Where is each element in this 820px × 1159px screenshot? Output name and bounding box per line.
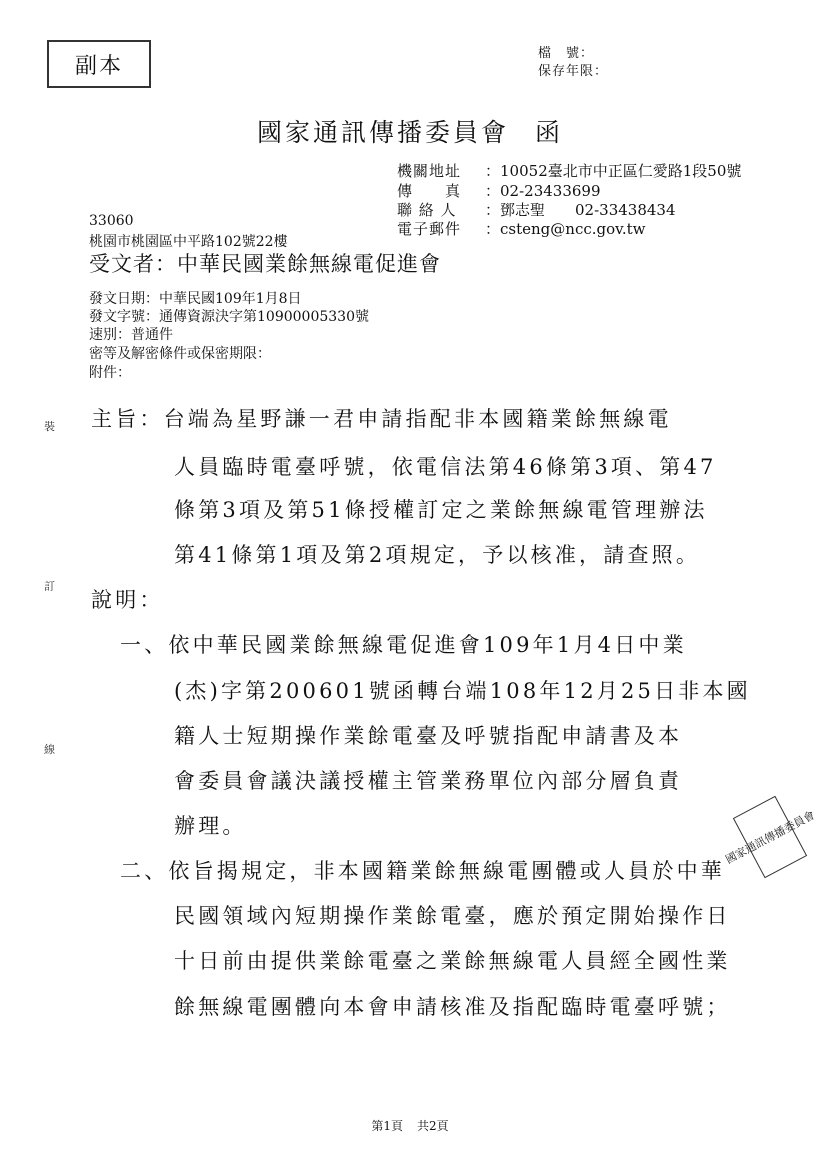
agency-name: 國家通訊傳播委員會	[256, 118, 509, 147]
body-line: 主旨：台端為星野謙一君申請指配非本國籍業餘無線電	[91, 407, 672, 431]
body-line: 餘無線電團體向本會申請核准及指配臨時電臺呼號；	[174, 995, 731, 1019]
agency-email: 電子郵件 ：csteng@ncc.gov.tw	[397, 220, 646, 238]
postal-code: 33060	[89, 213, 134, 229]
body-line: 籍人士短期操作業餘電臺及呼號指配申請書及本	[174, 724, 683, 748]
body-line: 說明：	[91, 588, 164, 612]
doc-type: 函	[535, 118, 564, 147]
stamp-text: 國家通訊傳播委員會	[723, 808, 817, 866]
body-line: 十日前由提供業餘電臺之業餘無線電人員經全國性業	[174, 949, 731, 973]
page-number: 第1頁	[371, 1119, 403, 1133]
body-line: 人員臨時電臺呼號，依電信法第46條第3項、第47	[174, 455, 717, 479]
recipient: 受文者：中華民國業餘無線電促進會	[89, 252, 441, 276]
page-footer	[0, 1117, 820, 1134]
meta-attachment: 附件：	[89, 365, 131, 381]
email-value: csteng@ncc.gov.tw	[500, 220, 646, 238]
body-line: 第41條第1項及第2項規定，予以核准，請查照。	[174, 543, 701, 567]
retention-label: 保存年限：	[538, 64, 609, 79]
binding-mark-xian: 線	[44, 743, 55, 756]
address-label: 機關地址	[397, 162, 462, 180]
page-total: 共2頁	[417, 1119, 449, 1133]
body-line: 一、依中華民國業餘無線電促進會109年1月4日中業	[120, 633, 687, 657]
agency-contact: 聯 絡 人 ：鄧志聖 02-33438434	[397, 201, 676, 219]
body-line: 條第3項及第51條授權訂定之業餘無線電管理辦法	[174, 498, 708, 522]
binding-mark-ding: 訂	[44, 580, 55, 593]
meta-speed: 速別：普通件	[89, 327, 173, 343]
copy-label: 副本	[74, 53, 123, 79]
address-value: 10052臺北市中正區仁愛路1段50號	[500, 162, 742, 180]
body-line: 二、依旨揭規定，非本國籍業餘無線電團體或人員於中華	[120, 859, 725, 883]
meta-date: 發文日期：中華民國109年1月8日	[89, 291, 302, 307]
recipient-address: 桃園市桃園區中平路102號22樓	[89, 234, 288, 250]
meta-security: 密等及解密條件或保密期限：	[89, 346, 271, 362]
body-line: (杰)字第200601號函轉台端108年12月25日非本國	[174, 679, 751, 703]
contact-label: 聯 絡 人	[397, 201, 457, 219]
agency-fax: 傳 真 ：02-23433699	[397, 182, 601, 200]
file-number-label: 檔 號：	[538, 46, 595, 61]
agency-address: 機關地址 ：10052臺北市中正區仁愛路1段50號	[397, 162, 742, 180]
received-stamp	[723, 796, 817, 879]
document-title	[0, 113, 820, 149]
meta-number: 發文字號：通傳資源決字第10900005330號	[89, 309, 369, 325]
binding-mark-zhuang: 裝	[44, 420, 55, 433]
copy-stamp-box	[47, 40, 151, 88]
fax-value: 02-23433699	[500, 182, 601, 200]
body-line: 會委員會議決議授權主管業務單位內部分層負責	[174, 769, 683, 793]
contact-value: 鄧志聖 02-33438434	[500, 201, 676, 219]
body-line: 民國領域內短期操作業餘電臺，應於預定開始操作日	[174, 904, 731, 928]
email-label: 電子郵件	[397, 220, 462, 238]
fax-label: 傳 真	[397, 182, 462, 200]
body-line: 辦理。	[174, 814, 247, 838]
